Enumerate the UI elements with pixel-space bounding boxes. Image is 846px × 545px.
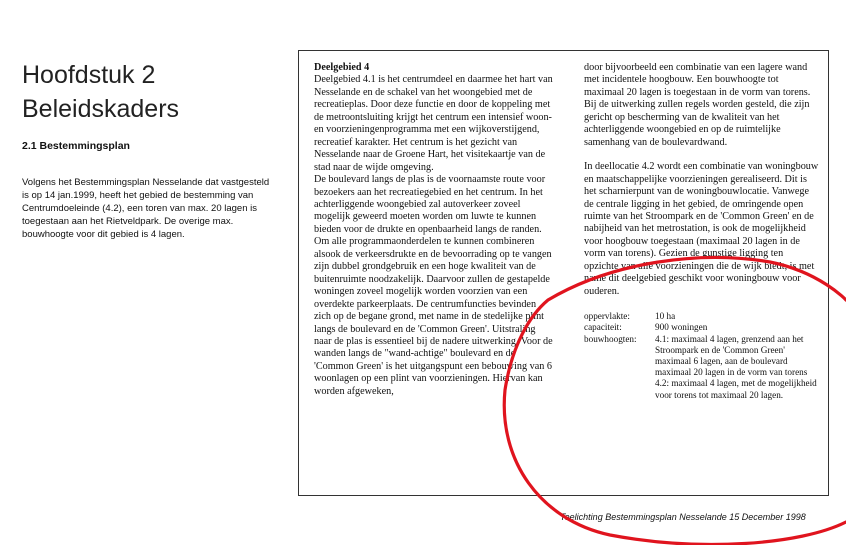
paragraph-gap [584,149,819,161]
footer-caption: Toelichting Bestemmingsplan Nesselande 15 December 1998 [560,512,806,522]
excerpt-paragraph: Deelgebied 4.1 is het centrumdeel en daarmee het hart van Nesselande en de schakel van het woongebied met de recreatieplas. Door deze functie en door de koppeling met de metroontsluiting krijgt het centrum een intensief woon- en voorzieningenprogramma met een wijkoverstijgend, recreatief karakter. Het centrum is het gezicht van Nesselande naar de Groene Hart, het visitekaartje van de stad naar de wijde omgeving. [314,74,553,173]
fact-row-capacity [584,322,819,333]
excerpt-left-column [314,62,554,398]
fact-value-line: 900 woningen [655,322,708,333]
fact-value-line: 10 ha [655,311,676,322]
excerpt-paragraph: In deellocatie 4.2 wordt een combinatie van woningbouw en maatschappelijke voorzieningen gerealiseerd. Dit is het scharnierpunt van de woningbouwlocatie. Vanwege de centrale ligging in het gebied, de omringende open ruimte van het Stroompark en de 'Common Green' en de nabijheid van het metrostation, is ook de mogelijkheid voor hoogbouw toegestaan (maximaal 20 lagen in de vorm van torens). Gezien de gunstige ligging ten opzichte van alle voorzieningen die de wijk biedt, is met name dit deelgebied geschikt voor woningbouw voor ouderen. [584,161,819,297]
quoted-excerpt-box [298,50,829,496]
excerpt-paragraph: De boulevard langs de plas is de voornaamste route voor bezoekers aan het recreatiegebied en het centrum. In het achterliggende woongebied zal autoverkeer zoveel mogelijk geweerd moeten worden om luwte te kunnen bieden voor de drukte en openbaarheid langs de randen. [314,174,546,235]
excerpt-paragraph: door bijvoorbeeld een combinatie van een lagere wand met incidentele hoogbouw. Een bouwhoogte tot maximaal 20 lagen is toegestaan in de vorm van torens. Bij de uitwerking zullen regels worden gesteld, die zijn gericht op bescherming van de kwaliteit van het achterliggende woongebied en op de ruimtelijke samenhang van de boulevardwand. [584,62,811,148]
fact-value [655,322,819,333]
excerpt-heading: Deelgebied 4 [314,62,370,73]
chapter-title [22,58,179,126]
fact-label: capaciteit: [584,322,622,333]
excerpt-right-column [584,62,819,401]
fact-value-line: 4.1: maximaal 4 lagen, grenzend aan het Stroompark en de 'Common Green' maximaal 6 lagen, aan de boulevard maximaal 20 lagen in de vorm van torens [655,333,808,378]
fact-value [655,311,819,322]
section-intro: Volgens het Bestemmingsplan Nesselande dat vastgesteld is op 14 jan.1999, heeft het gebied de bestemming van Centrumdoeleinde (4.2), een toren van max. 20 lagen is toegestaan aan het Rietveldpark. De overige max. bouwhoogte voor dit gebied is 4 lagen. [22,177,270,240]
chapter-number: Hoofdstuk 2 [22,61,156,89]
fact-label: bouwhoogten: [584,333,637,344]
section-heading: 2.1 Bestemmingsplan [22,140,130,152]
fact-row-area [584,311,819,322]
facts-table [584,311,819,401]
chapter-name: Beleidskaders [22,95,180,123]
fact-row-heights [584,334,819,401]
fact-value [655,334,819,401]
fact-label: oppervlakte: [584,311,630,322]
fact-value-line: 4.2: maximaal 4 lagen, met de mogelijkheid voor torens tot maximaal 20 lagen. [655,378,817,400]
excerpt-paragraph: Om alle programmaonderdelen te kunnen combineren alsook de verkeersdrukte en de bevoorrading op te vangen zijn dubbel grondgebruik en een hoge kwaliteit van de buitenruimte noodzakelijk. Daarvoor zullen de gestapelde woningen zoveel mogelijk worden voorzien van een overdekte parkeerplaats. De centrumfuncties bevinden zich op de begane grond, met name in de stedelijke plint langs de boulevard en de 'Common Green'. Uitstraling naar de plas is essentieel bij de nadere uitwerking. Voor de wanden langs de "wand-achtige" boulevard en de 'Common Green' is het uitgangspunt een bebouwing van 6 woonlagen op een plint van voorzieningen. Hiervan kan worden afgeweken, [314,236,553,397]
